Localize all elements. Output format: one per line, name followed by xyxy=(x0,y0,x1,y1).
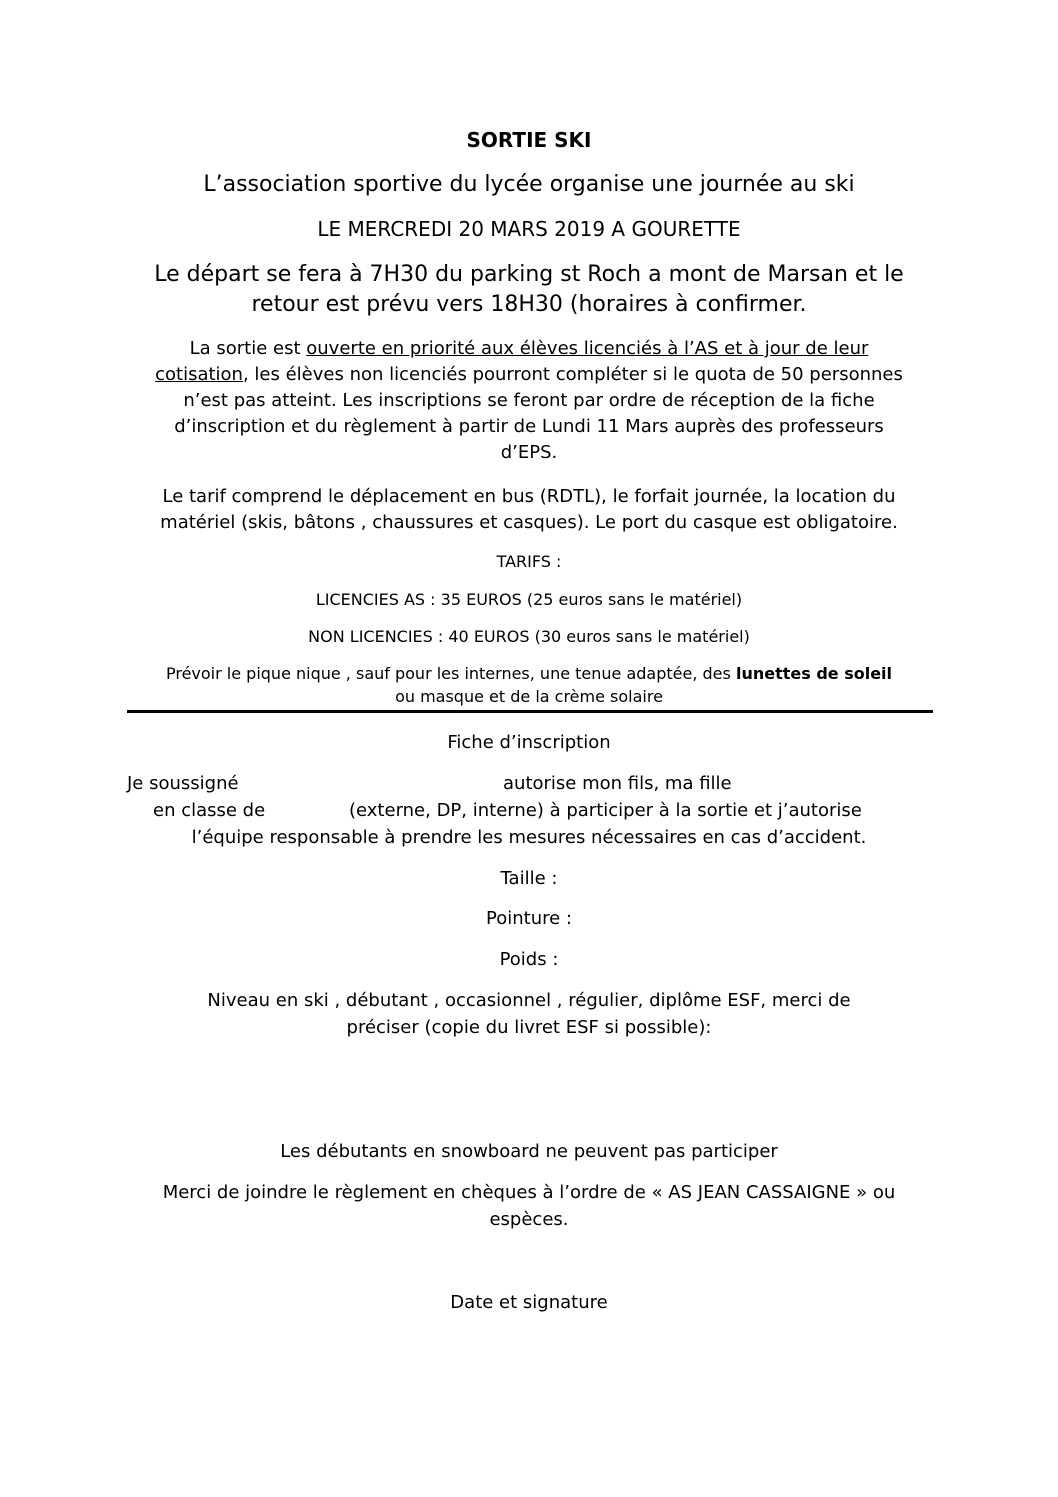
poids-label: Poids : xyxy=(499,949,559,970)
conditions-underlined: ouverte en priorité aux élèves licenciés à l’AS et à jour de leur xyxy=(306,338,869,359)
conditions-line-2 xyxy=(0,364,1058,385)
prevoir-bold: lunettes de soleil xyxy=(735,664,893,683)
niveau-line-2: préciser (copie du livret ESF si possible): xyxy=(346,1017,712,1038)
tarif-text-line-1: Le tarif comprend le déplacement en bus (RDTL), le forfait journée, la location du xyxy=(162,486,896,507)
tarif-licencies: LICENCIES AS : 35 EUROS (25 euros sans le matériel) xyxy=(315,590,743,609)
conditions-text: , les élèves non licenciés pourront compléter si le quota de 50 personnes xyxy=(242,364,903,385)
soussigne-label: Je soussigné xyxy=(127,773,239,794)
section-divider xyxy=(127,710,933,713)
departure-line-1: Le départ se fera à 7H30 du parking st Roch a mont de Marsan et le xyxy=(154,262,904,287)
signature-label: Date et signature xyxy=(450,1292,608,1313)
equipe-line: l’équipe responsable à prendre les mesures nécessaires en cas d’accident. xyxy=(191,827,867,848)
prevoir-text: Prévoir le pique nique , sauf pour les internes, une tenue adaptée, des xyxy=(165,664,736,683)
niveau-line-1: Niveau en ski , débutant , occasionnel , régulier, diplôme ESF, merci de xyxy=(207,990,851,1011)
snowboard-note: Les débutants en snowboard ne peuvent pas participer xyxy=(280,1141,778,1162)
page-title: SORTIE SKI xyxy=(466,128,592,152)
participer-label: (externe, DP, interne) à participer à la sortie et j’autorise xyxy=(349,800,862,821)
taille-label: Taille : xyxy=(500,868,558,889)
tarifs-heading: TARIFS : xyxy=(496,552,562,571)
form-heading: Fiche d’inscription xyxy=(447,732,611,753)
conditions-text: La sortie est xyxy=(189,338,307,359)
conditions-line-5: d’EPS. xyxy=(500,442,558,463)
date-line: LE MERCREDI 20 MARS 2019 A GOURETTE xyxy=(317,217,741,241)
tarif-text-line-2: matériel (skis, bâtons , chaussures et casques). Le port du casque est obligatoire. xyxy=(160,512,898,533)
autorise-label: autorise mon fils, ma fille xyxy=(503,773,732,794)
conditions-line-3: n’est pas atteint. Les inscriptions se feront par ordre de réception de la fiche xyxy=(183,390,875,411)
conditions-line-1 xyxy=(0,338,1058,359)
subtitle: L’association sportive du lycée organise une journée au ski xyxy=(203,172,855,197)
departure-line-2: retour est prévu vers 18H30 (horaires à confirmer. xyxy=(251,292,807,317)
conditions-underlined: cotisation xyxy=(155,364,243,385)
pointure-label: Pointure : xyxy=(486,908,572,929)
prevoir-line-2: ou masque et de la crème solaire xyxy=(395,687,663,706)
conditions-line-4: d’inscription et du règlement à partir de Lundi 11 Mars auprès des professeurs xyxy=(174,416,884,437)
tarif-non-licencies: NON LICENCIES : 40 EUROS (30 euros sans le matériel) xyxy=(308,627,750,646)
reglement-line-2: espèces. xyxy=(489,1209,569,1230)
reglement-line-1: Merci de joindre le règlement en chèques à l’ordre de « AS JEAN CASSAIGNE » ou xyxy=(162,1182,896,1203)
prevoir-line-1 xyxy=(0,664,1058,683)
classe-label: en classe de xyxy=(153,800,266,821)
